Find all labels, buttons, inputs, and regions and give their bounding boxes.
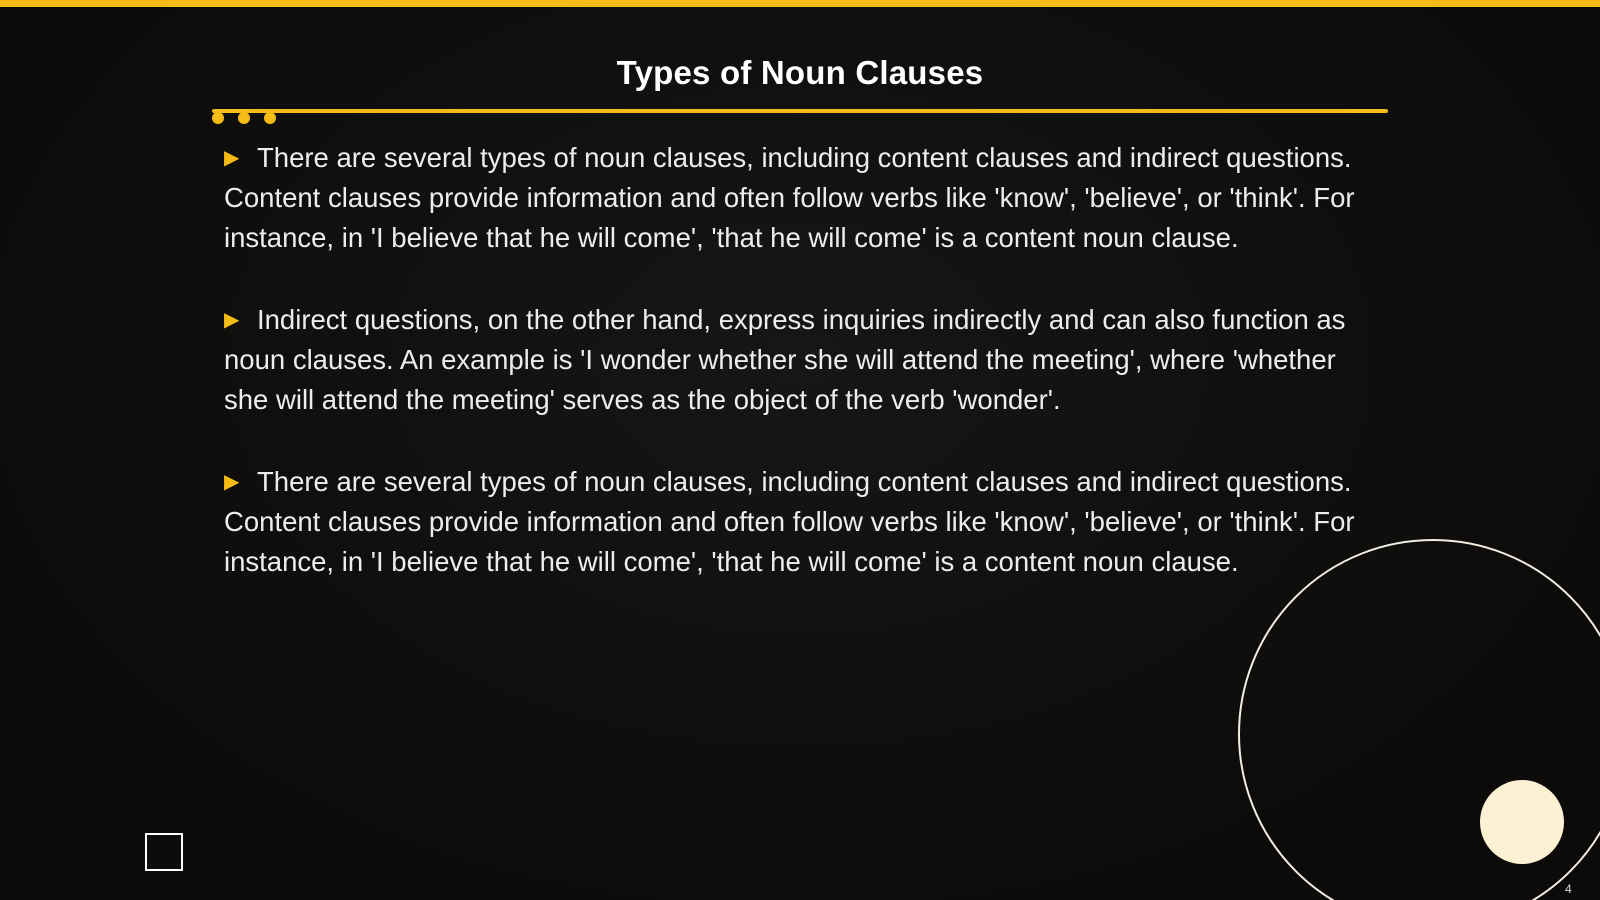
top-accent-bar [0, 0, 1600, 7]
page-number: 4 [1565, 882, 1572, 896]
decorative-dot [264, 112, 276, 124]
title-underline [212, 109, 1388, 113]
bullet-text: There are several types of noun clauses, including content clauses and indirect questions. Content clauses provide information and often follow verbs like 'know', 'believe', or 'think'. For instance, in 'I believe that he will come', 'that he will come' is a content noun clause. [224, 466, 1355, 577]
slide-title: Types of Noun Clauses [616, 54, 984, 91]
triangle-right-icon: ▶ [224, 147, 240, 169]
bullet-paragraph [224, 300, 1374, 420]
triangle-right-icon: ▶ [224, 471, 240, 493]
decorative-filled-circle [1480, 780, 1564, 864]
square-outline-icon [145, 833, 183, 871]
bullet-text: There are several types of noun clauses, including content clauses and indirect questions. Content clauses provide information and often follow verbs like 'know', 'believe', or 'think'. For instance, in 'I believe that he will come', 'that he will come' is a content noun clause. [224, 142, 1355, 253]
bullet-paragraph [224, 462, 1374, 582]
decorative-dot [238, 112, 250, 124]
decorative-dot [212, 112, 224, 124]
triangle-right-icon: ▶ [224, 309, 240, 331]
bullet-text: Indirect questions, on the other hand, express inquiries indirectly and can also function as noun clauses. An example is 'I wonder whether she will attend the meeting', where 'whether she will attend the meeting' serves as the object of the verb 'wonder'. [224, 304, 1346, 415]
bullet-list [224, 138, 1374, 624]
bullet-paragraph [224, 138, 1374, 258]
